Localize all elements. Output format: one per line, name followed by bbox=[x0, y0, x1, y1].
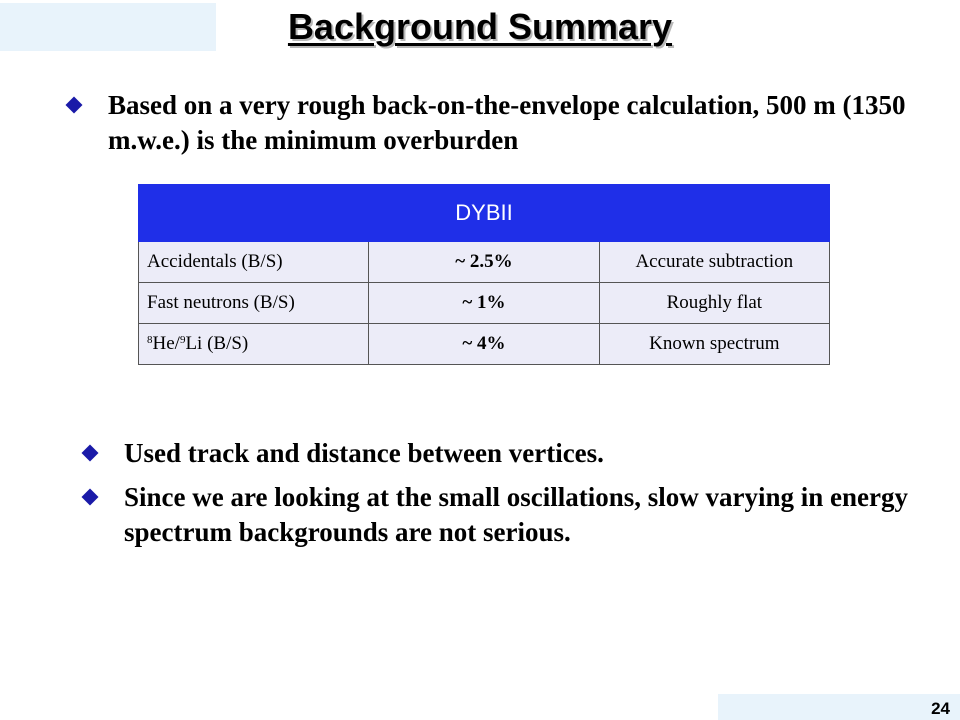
table-row bbox=[139, 242, 830, 283]
bottom-bullet-list bbox=[124, 436, 944, 559]
intro-bullet-list bbox=[108, 88, 908, 158]
table-header: DYBII bbox=[139, 185, 830, 242]
bullet-text: Based on a very rough back-on-the-envelope calculation, 500 m (1350 m.w.e.) is the minimum overburden bbox=[108, 90, 906, 155]
background-table bbox=[138, 184, 830, 365]
isotope-mass-li: 9 bbox=[179, 334, 186, 346]
bullet-text: Used track and distance between vertices. bbox=[124, 438, 604, 468]
table-row bbox=[139, 324, 830, 365]
row-label bbox=[139, 324, 369, 365]
isotope-mass-he: 8 bbox=[147, 334, 153, 346]
diamond-bullet-icon bbox=[66, 97, 83, 114]
footer-band bbox=[718, 694, 960, 720]
table-row bbox=[139, 283, 830, 324]
diamond-bullet-icon bbox=[82, 489, 99, 506]
diamond-bullet-icon bbox=[82, 445, 99, 462]
slide-title: Background Summary bbox=[287, 6, 673, 47]
page-number: 24 bbox=[931, 699, 950, 718]
bullet-item bbox=[108, 88, 908, 158]
row-value: ~ 4% bbox=[369, 324, 599, 365]
row-note: Accurate subtraction bbox=[599, 242, 829, 283]
row-value: ~ 1% bbox=[369, 283, 599, 324]
label-part-he: He/ bbox=[152, 333, 180, 354]
table-header-row bbox=[139, 185, 830, 242]
bullet-item bbox=[124, 436, 944, 471]
label-part-li: Li (B/S) bbox=[185, 333, 249, 354]
bullet-item bbox=[124, 480, 944, 550]
row-label: Accidentals (B/S) bbox=[139, 242, 369, 283]
bullet-text: Since we are looking at the small oscillations, slow varying in energy spectrum backgrounds are not serious. bbox=[124, 482, 908, 547]
row-value: ~ 2.5% bbox=[369, 242, 599, 283]
row-note: Known spectrum bbox=[599, 324, 829, 365]
row-label: Fast neutrons (B/S) bbox=[139, 283, 369, 324]
row-note: Roughly flat bbox=[599, 283, 829, 324]
